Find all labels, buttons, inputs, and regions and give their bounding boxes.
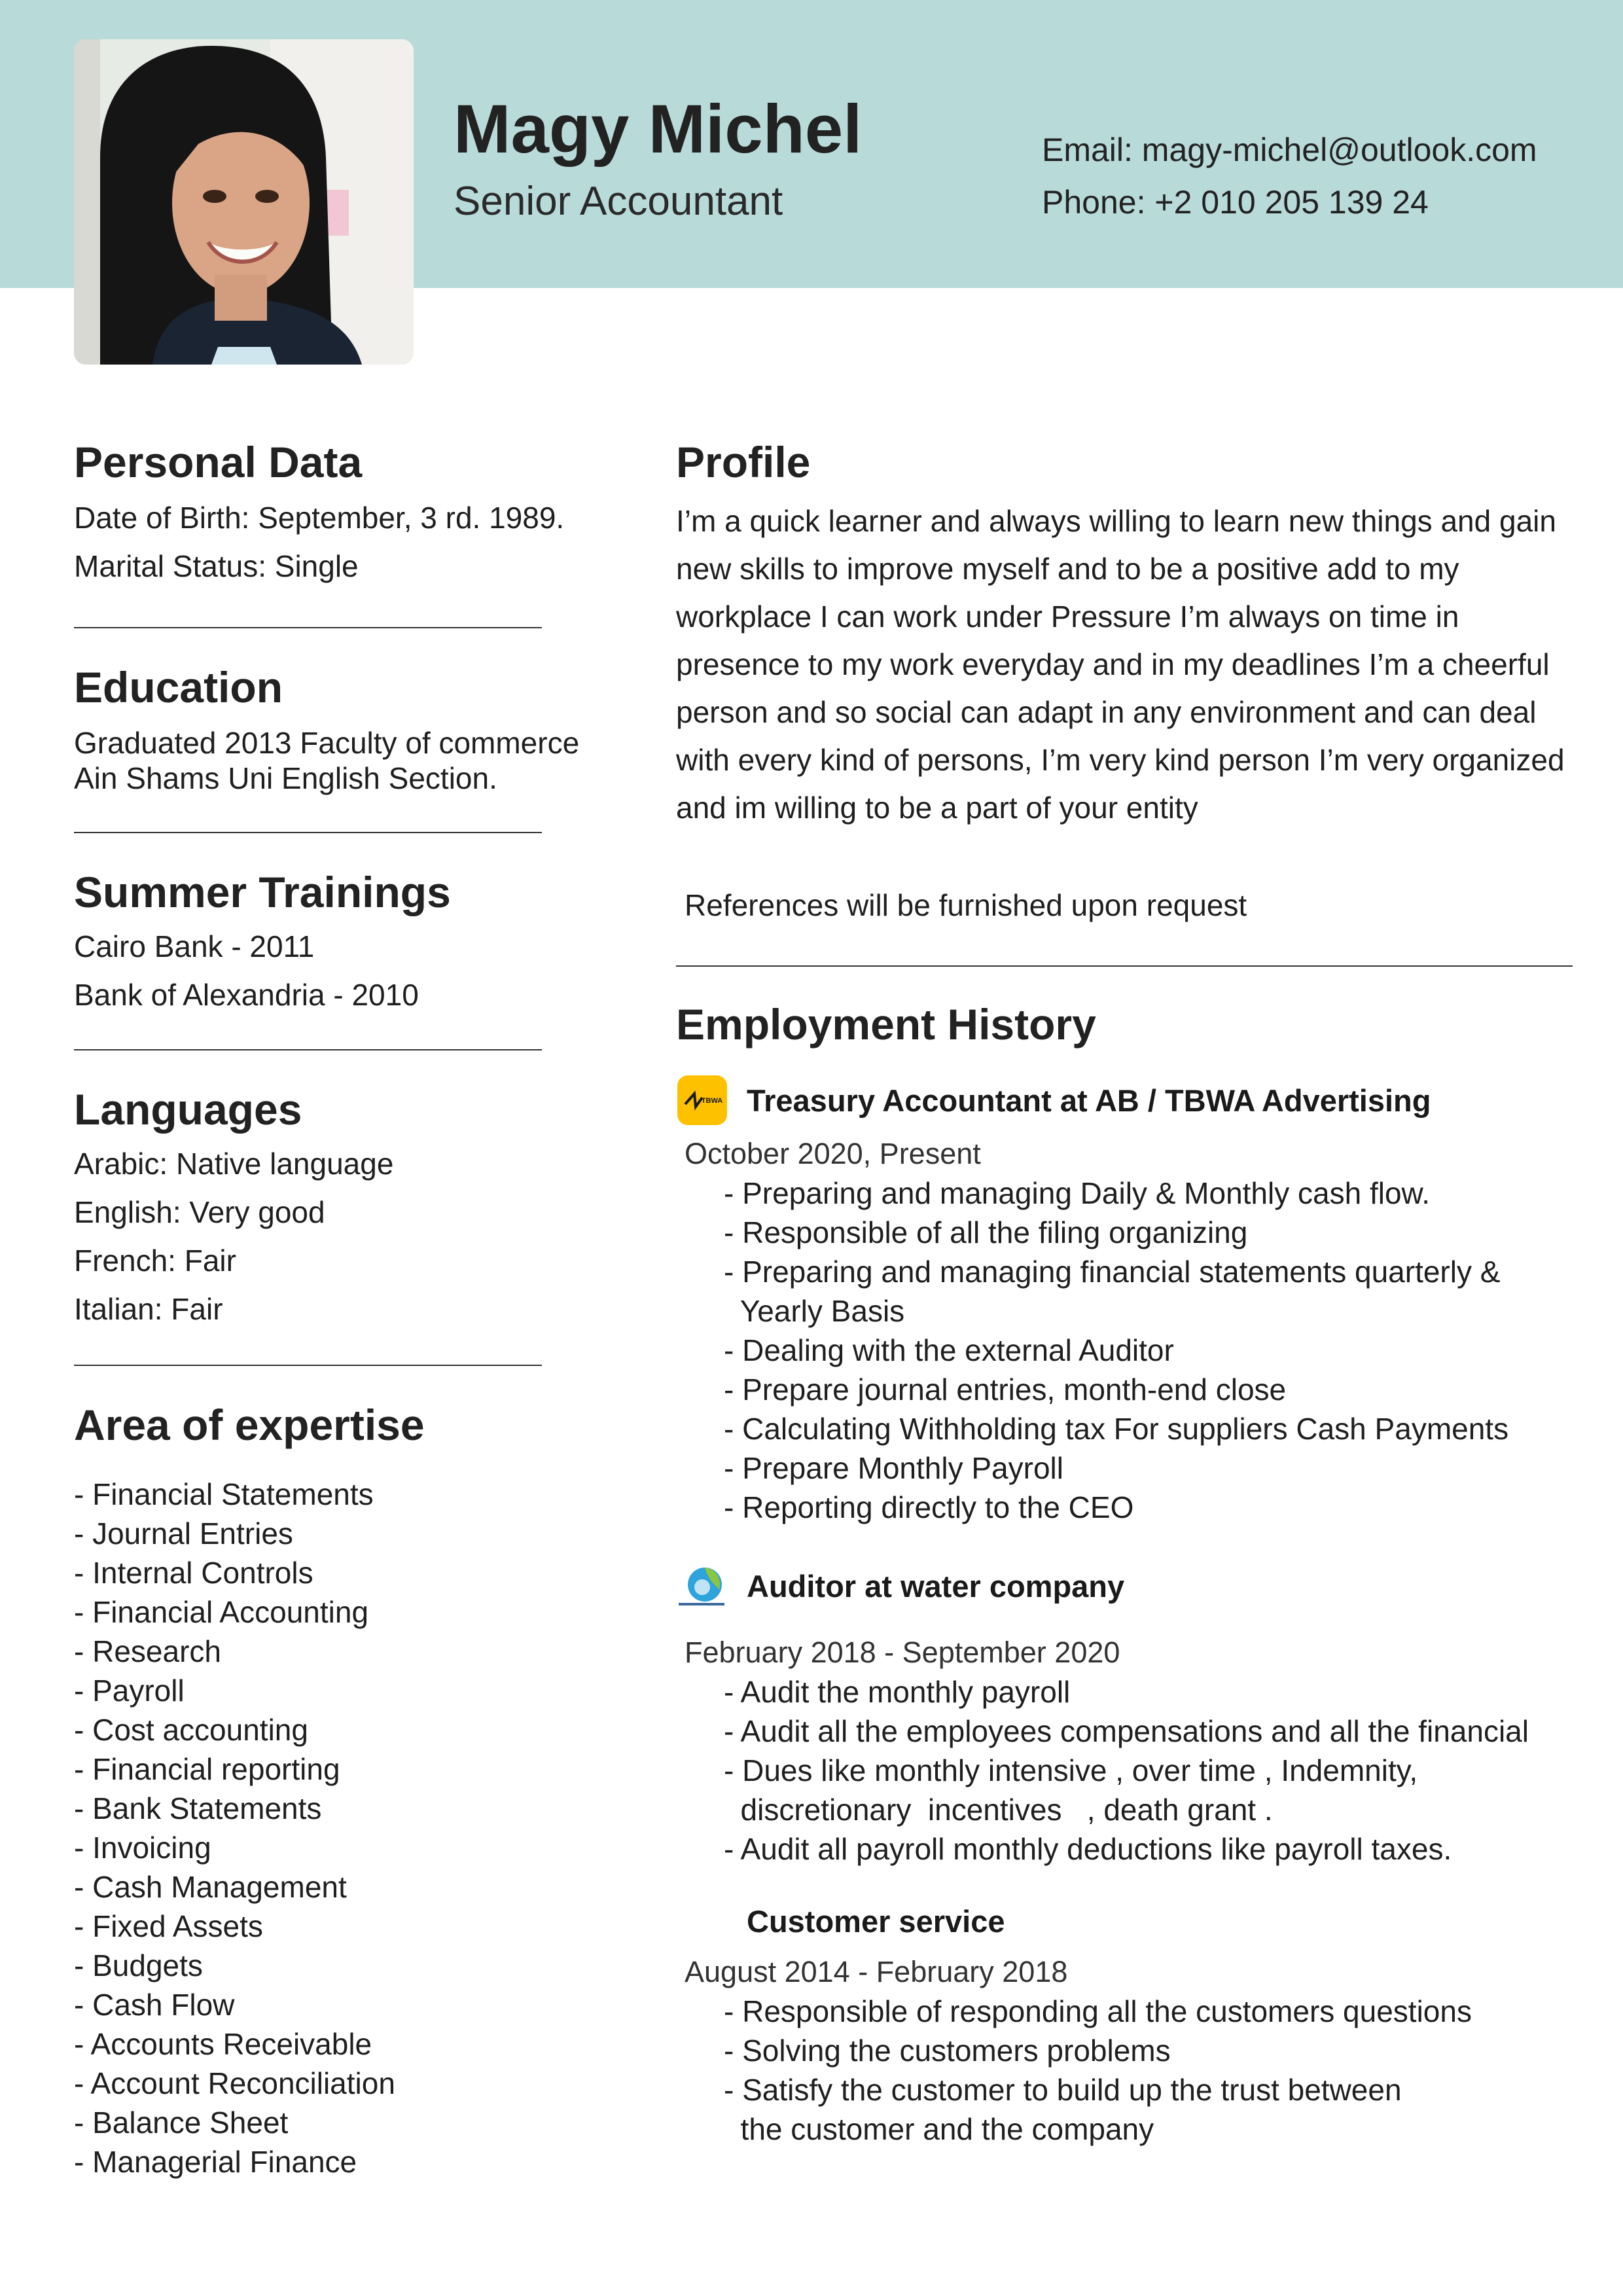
- duty-item: - Dealing with the external Auditor: [724, 1333, 1174, 1367]
- left-column: [74, 432, 580, 2181]
- duty-item: - Solving the customers problems: [724, 2034, 1171, 2068]
- job-dates: February 2018 - September 2020: [685, 1636, 1120, 1669]
- education-line-1: Graduated 2013 Faculty of commerce: [74, 726, 580, 760]
- duty-item: - Prepare journal entries, month-end close: [724, 1372, 1287, 1407]
- divider: [676, 965, 1573, 967]
- profile-line: person and so social can adapt in any environment and can deal: [676, 695, 1537, 729]
- expertise-item: - Financial Statements: [74, 1477, 374, 1511]
- job-title: Auditor at water company: [747, 1568, 1125, 1604]
- personal-data-heading: Personal Data: [74, 438, 363, 486]
- expertise-item: - Cash Management: [74, 1870, 347, 1904]
- job-title-header: Senior Accountant: [454, 179, 783, 224]
- expertise-item: - Cost accounting: [74, 1713, 308, 1747]
- duty-list: [676, 1992, 1573, 2149]
- expertise-heading: Area of expertise: [74, 1401, 425, 1449]
- divider: [74, 1365, 542, 1366]
- duty-item: - Preparing and managing financial statements quarterly &: [724, 1255, 1501, 1289]
- job-entry: [676, 1560, 1573, 1869]
- education-heading: Education: [74, 663, 283, 711]
- expertise-item: - Internal Controls: [74, 1556, 313, 1590]
- svg-text:TBWA: TBWA: [701, 1097, 723, 1105]
- profile-line: I’m a quick learner and always willing to learn new things and gain: [676, 504, 1556, 538]
- duty-item: the customer and the company: [724, 2112, 1154, 2146]
- duty-item: Yearly Basis: [724, 1294, 905, 1328]
- divider: [74, 832, 542, 833]
- trainings-heading: Summer Trainings: [74, 868, 451, 916]
- expertise-item: - Bank Statements: [74, 1791, 322, 1825]
- marital-status: Marital Status: Single: [74, 549, 359, 583]
- expertise-item: - Invoicing: [74, 1831, 211, 1865]
- expertise-item: - Account Reconciliation: [74, 2066, 395, 2100]
- water-company-logo-icon: [676, 1560, 728, 1612]
- candidate-name: Magy Michel: [454, 91, 863, 168]
- profile-line: and im willing to be a part of your entity: [676, 791, 1198, 825]
- expertise-item: - Balance Sheet: [74, 2106, 289, 2140]
- language-item: Arabic: Native language: [74, 1147, 394, 1181]
- expertise-item: - Accounts Receivable: [74, 2027, 372, 2061]
- job-dates: October 2020, Present: [685, 1137, 981, 1170]
- languages-heading: Languages: [74, 1085, 302, 1134]
- duty-item: - Reporting directly to the CEO: [724, 1490, 1134, 1524]
- expertise-item: - Financial reporting: [74, 1752, 340, 1786]
- expertise-item: - Fixed Assets: [74, 1909, 263, 1943]
- duty-item: - Satisfy the customer to build up the trust between: [724, 2073, 1402, 2107]
- profile-line: workplace I can work under Pressure I’m always on time in: [676, 600, 1459, 634]
- tbwa-logo-icon: [676, 1074, 728, 1126]
- language-item: Italian: Fair: [74, 1292, 223, 1326]
- training-item: Bank of Alexandria - 2010: [74, 978, 419, 1012]
- job-header: [676, 1074, 1573, 1126]
- duty-item: - Preparing and managing Daily & Monthly cash flow.: [724, 1176, 1431, 1210]
- profile-line: presence to my work everyday and in my deadlines I’m a cheerful: [676, 647, 1550, 681]
- job-entry: [676, 1895, 1573, 2149]
- duty-item: - Audit all payroll monthly deductions like payroll taxes.: [724, 1832, 1452, 1866]
- expertise-item: - Budgets: [74, 1948, 203, 1982]
- profile-line: new skills to improve myself and to be a positive add to my: [676, 552, 1459, 586]
- education-line-2: Ain Shams Uni English Section.: [74, 761, 497, 795]
- phone-line: Phone: +2 010 205 139 24: [1042, 184, 1429, 221]
- language-item: French: Fair: [74, 1244, 236, 1278]
- divider: [74, 1049, 542, 1050]
- expertise-item: - Payroll: [74, 1674, 185, 1708]
- employment-heading: Employment History: [676, 1000, 1096, 1049]
- job-header: [676, 1895, 1573, 1947]
- profile-line: with every kind of persons, I’m very kind person I’m very organized: [676, 743, 1565, 777]
- job-header: [676, 1560, 1573, 1612]
- portrait-image: [74, 39, 414, 365]
- date-of-birth: Date of Birth: September, 3 rd. 1989.: [74, 501, 565, 535]
- training-item: Cairo Bank - 2011: [74, 929, 315, 963]
- job-dates: August 2014 - February 2018: [685, 1955, 1068, 1988]
- job-entry: [676, 1074, 1573, 1527]
- expertise-list: [74, 1475, 571, 2181]
- divider: [74, 627, 542, 628]
- expertise-item: - Financial Accounting: [74, 1595, 369, 1629]
- duty-list: [676, 1672, 1573, 1869]
- email-line: Email: magy-michel@outlook.com: [1042, 132, 1537, 168]
- profile-heading: Profile: [676, 438, 811, 486]
- right-column: [676, 432, 1573, 2149]
- expertise-item: - Journal Entries: [74, 1516, 293, 1551]
- references-note: References will be furnished upon request: [685, 888, 1247, 922]
- duty-item: - Audit all the employees compensations and all the financial: [724, 1714, 1529, 1748]
- language-item: English: Very good: [74, 1195, 325, 1229]
- duty-item: - Prepare Monthly Payroll: [724, 1451, 1063, 1485]
- duty-list: [676, 1174, 1573, 1527]
- job-title: Customer service: [747, 1903, 1005, 1939]
- job-title: Treasury Accountant at AB / TBWA Advertising: [747, 1083, 1431, 1118]
- expertise-item: - Managerial Finance: [74, 2145, 357, 2179]
- duty-item: - Audit the monthly payroll: [724, 1675, 1071, 1709]
- duty-item: - Dues like monthly intensive , over time , Indemnity,: [724, 1753, 1418, 1787]
- duty-item: - Responsible of responding all the customers questions: [724, 1994, 1472, 2028]
- expertise-item: - Cash Flow: [74, 1988, 235, 2022]
- profile-photo: [74, 39, 414, 365]
- duty-item: discretionary incentives , death grant .: [724, 1793, 1273, 1827]
- profile-paragraph: [676, 497, 1573, 832]
- duty-item: - Calculating Withholding tax For suppliers Cash Payments: [724, 1412, 1509, 1446]
- duty-item: - Responsible of all the filing organizing: [724, 1215, 1248, 1249]
- expertise-item: - Research: [74, 1634, 221, 1668]
